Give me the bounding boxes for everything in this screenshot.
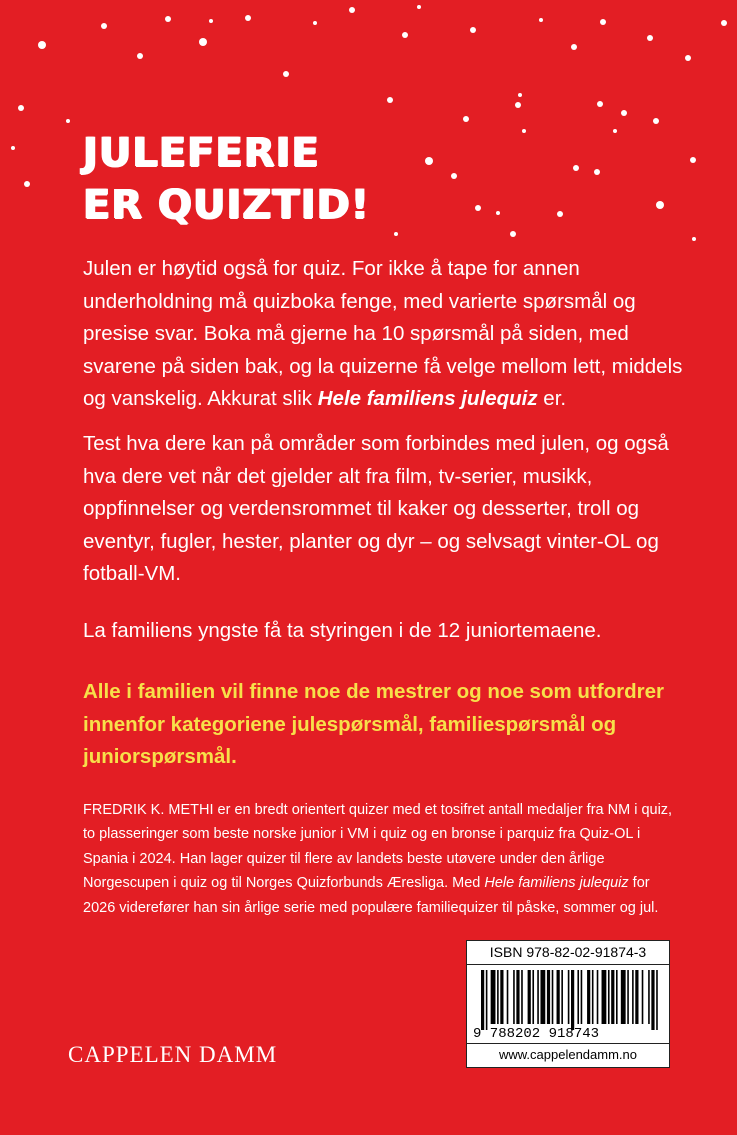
snow-dot [518, 93, 522, 97]
snow-dot [165, 16, 171, 22]
barcode-bar [500, 970, 503, 1024]
bio-book-title: Hele familiens julequiz [484, 875, 629, 892]
snow-dot [656, 201, 664, 209]
barcode-bar [561, 970, 563, 1024]
intro-text-after: er. [537, 387, 567, 410]
snow-dot [621, 110, 627, 116]
snow-dot [522, 129, 526, 133]
snow-dot [510, 231, 516, 237]
headline [83, 127, 370, 231]
snow-dot [417, 5, 421, 9]
snow-dot [685, 55, 691, 61]
topics-paragraph: Test hva dere kan på områder som forbindes med julen, og også hva dere vet når det gjelder alt fra film, tv-serier, musikk, oppfinnelser og verdensrommet til kaker og desserter, troll og eventyr, fugler, hester, planter og dyr – og selvsagt vinter-OL og fotball-VM. [83, 432, 669, 585]
snow-dot [470, 27, 476, 33]
barcode-bar [651, 970, 654, 1030]
snow-dot [387, 97, 393, 103]
snow-dot [690, 157, 696, 163]
barcode-bar [532, 970, 534, 1024]
barcode-bar [635, 970, 638, 1024]
snow-dot [313, 21, 317, 25]
snow-dot [613, 129, 617, 133]
snow-dot [66, 119, 70, 123]
barcode-bar [642, 970, 644, 1024]
snow-dot [557, 211, 563, 217]
intro-book-title: Hele familiens julequiz [317, 387, 538, 410]
snow-dot [349, 7, 355, 13]
barcode-bar [656, 970, 658, 1030]
barcode-digits: 9 788202 918743 [473, 1026, 600, 1042]
snow-dot [647, 35, 653, 41]
barcode-bar [608, 970, 610, 1024]
headline-line-1: JULEFERIE [83, 130, 320, 176]
snow-dot [18, 105, 24, 111]
snow-dot [283, 71, 289, 77]
barcode-bar [581, 970, 583, 1024]
barcode-bar [497, 970, 499, 1024]
snow-dot [692, 237, 696, 241]
snow-dot [653, 118, 659, 124]
snow-dot [199, 38, 207, 46]
snow-dot [721, 20, 727, 26]
barcode-bar [486, 970, 488, 1030]
snow-dot [402, 32, 408, 38]
headline-line-2: ER QUIZTID! [83, 182, 371, 228]
snow-dot [394, 232, 398, 236]
barcode-bar [632, 970, 634, 1024]
barcode-bar [513, 970, 515, 1024]
snow-dot [24, 181, 30, 187]
snow-dot [11, 146, 15, 150]
intro-paragraph [83, 253, 693, 416]
snow-dot [539, 18, 543, 22]
barcode-bar [491, 970, 496, 1024]
snow-dot [463, 116, 469, 122]
barcode-bar [540, 970, 545, 1024]
snow-dot [209, 19, 213, 23]
publisher-logo: CAPPELEN DAMM [68, 1042, 278, 1067]
barcode-bar [602, 970, 607, 1024]
barcode-bar [648, 970, 650, 1024]
publisher-url: www.cappelendamm.no [467, 1043, 669, 1067]
bio-text-before: er en bredt orientert quizer med et tosifret antall medaljer fra NM i quiz, to plasseringer som beste norske junior i VM i quiz og en bronse i parquiz fra Quiz-OL i Spania i 2024. Han lager quizer til flere av landets beste utøvere under den årlige Norgescupen i quiz og til Norges Quizforbunds Æresliga. Med [83, 802, 673, 892]
barcode-bar [481, 970, 484, 1030]
isbn-label: ISBN 978-82-02-91874-3 [467, 941, 669, 965]
snow-dot [573, 165, 579, 171]
snow-dot [38, 41, 46, 49]
snow-dot [515, 102, 521, 108]
barcode-bar [516, 970, 519, 1024]
barcode-bar [611, 970, 614, 1024]
barcode-bar [627, 970, 629, 1024]
barcode-bar [557, 970, 560, 1024]
barcode-bar [552, 970, 554, 1024]
barcode-bar [616, 970, 618, 1024]
barcode-bar [568, 970, 570, 1024]
barcode-bar [597, 970, 599, 1024]
barcode-bar [592, 970, 594, 1024]
barcode-bar [571, 970, 574, 1030]
snow-dot [496, 211, 500, 215]
snow-dot [571, 44, 577, 50]
barcode-bar [577, 970, 579, 1024]
bio-text-after: for 2026 viderefører han sin årlige serie med populære familiequizer til påske, sommer og jul. [83, 875, 659, 916]
author-bio [83, 798, 683, 920]
barcode-bars [481, 970, 661, 1030]
barcode-bar [621, 970, 626, 1024]
snow-dot [600, 19, 606, 25]
snow-dot [425, 157, 433, 165]
juniors-paragraph: La familiens yngste få ta styringen i de 12 juniortemaene. [83, 619, 602, 642]
barcode-bar [507, 970, 509, 1024]
snow-dot [597, 101, 603, 107]
author-name: FREDRIK K. METHI [83, 802, 214, 818]
barcode-bar [537, 970, 539, 1024]
barcode-bar [547, 970, 550, 1024]
snow-dot [451, 173, 457, 179]
snow-dot [594, 169, 600, 175]
intro-text-before: Julen er høytid også for quiz. For ikke å tape for annen underholdning må quizboka fenge, med varierte spørsmål og presise svar. Boka må gjerne ha 10 spørsmål på siden, med svarene på siden bak, og la quizerne få velge mellom lett, middels og vanskelig. Akkurat slik [83, 257, 683, 410]
highlight-paragraph: Alle i familien vil finne noe de mestrer og noe som utfordrer innenfor kategoriene julespørsmål, familiespørsmål og juniorspørsmål. [83, 680, 664, 768]
snow-dot [245, 15, 251, 21]
barcode-box [466, 940, 670, 1068]
barcode-bar [528, 970, 531, 1024]
snow-dot [137, 53, 143, 59]
snow-dot [475, 205, 481, 211]
snow-dot [101, 23, 107, 29]
barcode-bar [521, 970, 523, 1024]
barcode-bar [587, 970, 590, 1024]
